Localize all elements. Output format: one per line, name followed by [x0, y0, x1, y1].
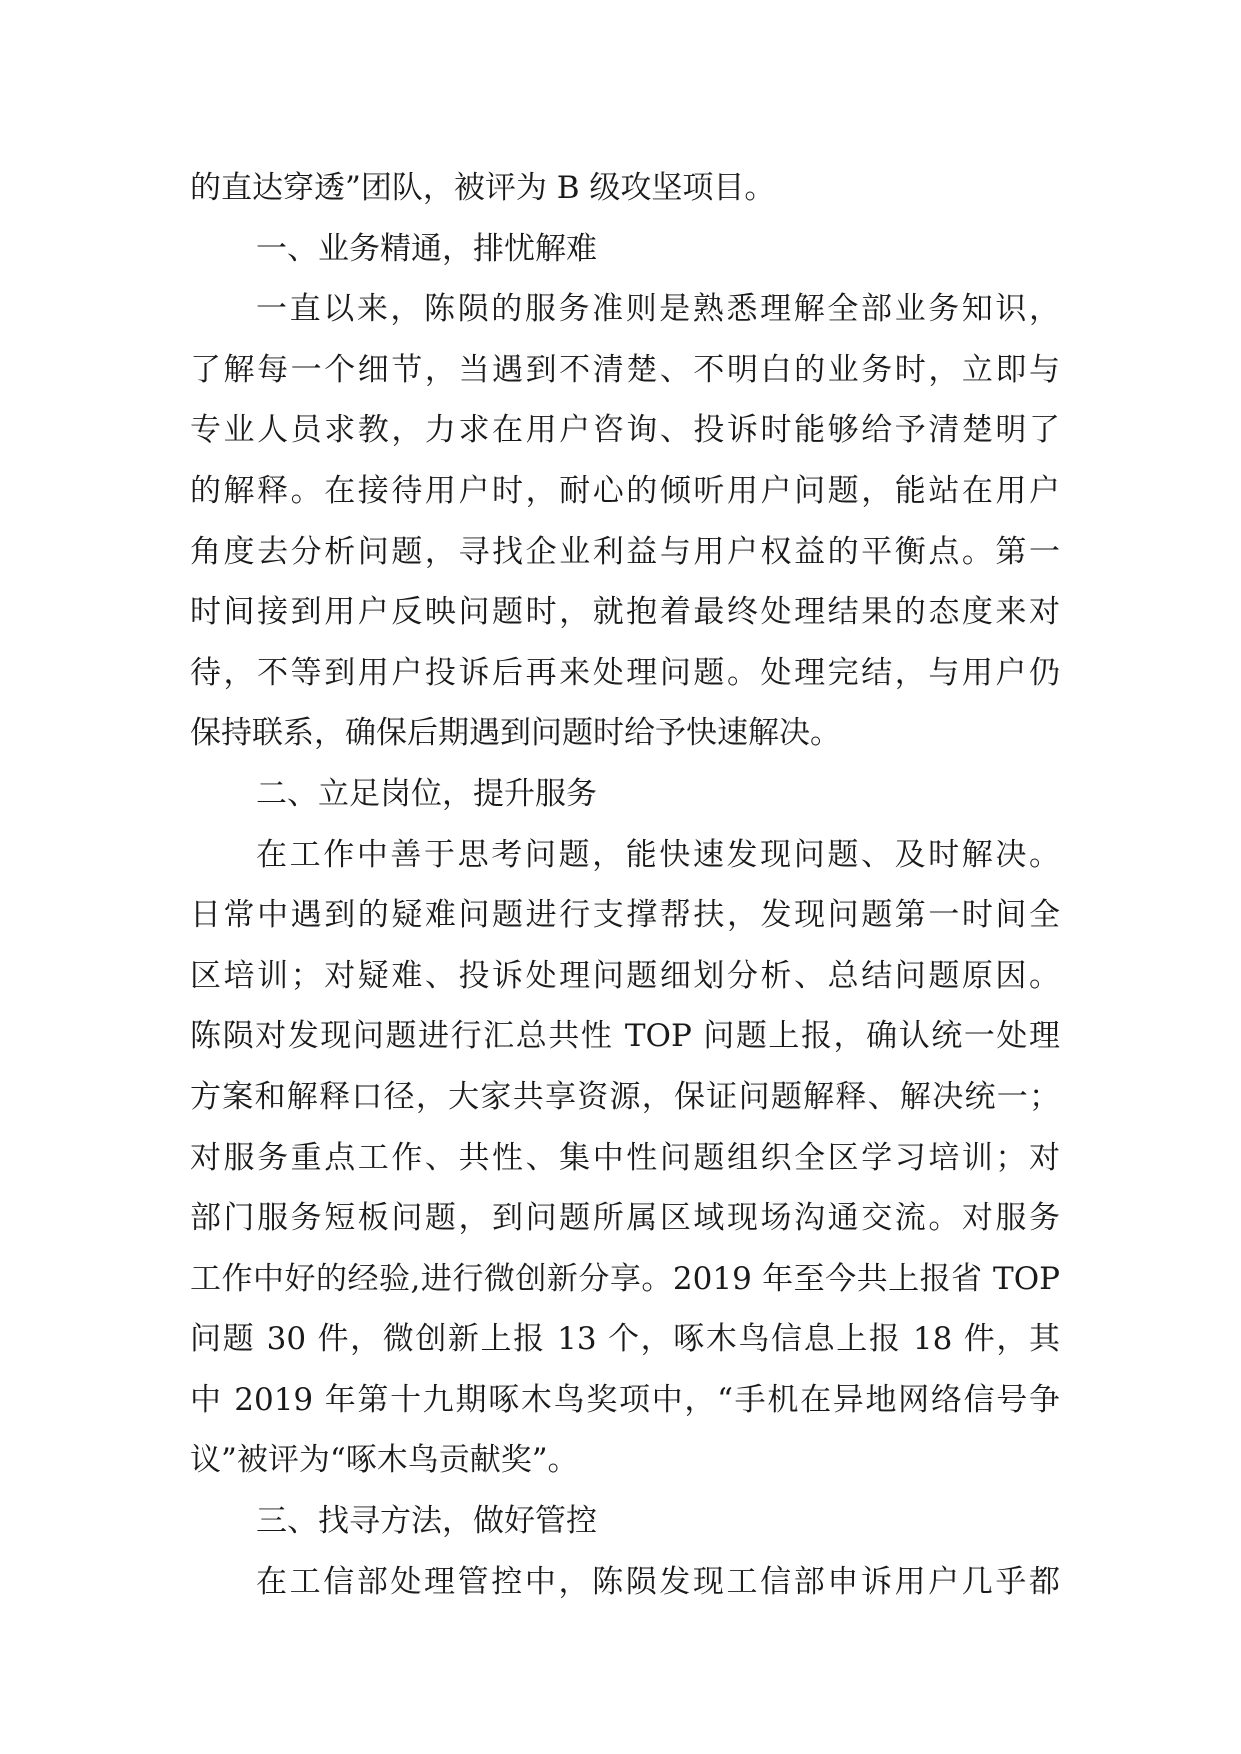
text-line: 对服务重点工作、共性、集中性问题组织全区学习培训；对: [190, 1139, 1060, 1176]
text-line: 保持联系，确保后期遇到问题时给予快速解决。: [190, 715, 841, 752]
text-line: 区培训；对疑难、投诉处理问题细划分析、总结问题原因。: [190, 957, 1060, 994]
text-line: 一直以来，陈陨的服务准则是熟悉理解全部业务知识，: [256, 291, 1060, 328]
text-line: 一、业务精通，排忧解难: [256, 230, 597, 267]
text-line: 陈陨对发现问题进行汇总共性 TOP 问题上报，确认统一处理: [190, 1018, 1060, 1055]
text-line: 问题 30 件，微创新上报 13 个，啄木鸟信息上报 18 件，其: [190, 1321, 1060, 1358]
text-line: 议”被评为“啄木鸟贡献奖”。: [190, 1442, 579, 1479]
text-line: 专业人员求教，力求在用户咨询、投诉时能够给予清楚明了: [190, 412, 1060, 449]
text-line: 角度去分析问题，寻找企业利益与用户权益的平衡点。第一: [190, 533, 1060, 570]
text-line: 方案和解释口径，大家共享资源，保证问题解释、解决统一；: [190, 1078, 1060, 1115]
text-line: 的解释。在接待用户时，耐心的倾听用户问题，能站在用户: [190, 472, 1060, 509]
document-body: [190, 158, 1060, 1612]
text-line: 了解每一个细节，当遇到不清楚、不明白的业务时，立即与: [190, 351, 1060, 388]
text-line: 工作中好的经验,进行微创新分享。2019 年至今共上报省 TOP: [190, 1260, 1060, 1297]
text-line: 的直达穿透”团队，被评为 B 级攻坚项目。: [190, 170, 776, 206]
text-line: 部门服务短板问题，到问题所属区域现场沟通交流。对服务: [190, 1200, 1060, 1237]
text-line: 中 2019 年第十九期啄木鸟奖项中，“手机在异地网络信号争: [190, 1381, 1060, 1418]
text-line: 在工信部处理管控中，陈陨发现工信部申诉用户几乎都: [256, 1563, 1060, 1600]
text-line: 在工作中善于思考问题，能快速发现问题、及时解决。: [256, 836, 1060, 873]
text-line: 待，不等到用户投诉后再来处理问题。处理完结，与用户仍: [190, 654, 1060, 691]
text-line: 三、找寻方法，做好管控: [256, 1503, 597, 1540]
text-line: 二、立足岗位，提升服务: [256, 775, 597, 812]
text-line: 时间接到用户反映问题时，就抱着最终处理结果的态度来对: [190, 594, 1060, 631]
text-line: 日常中遇到的疑难问题进行支撑帮扶，发现问题第一时间全: [190, 897, 1060, 934]
